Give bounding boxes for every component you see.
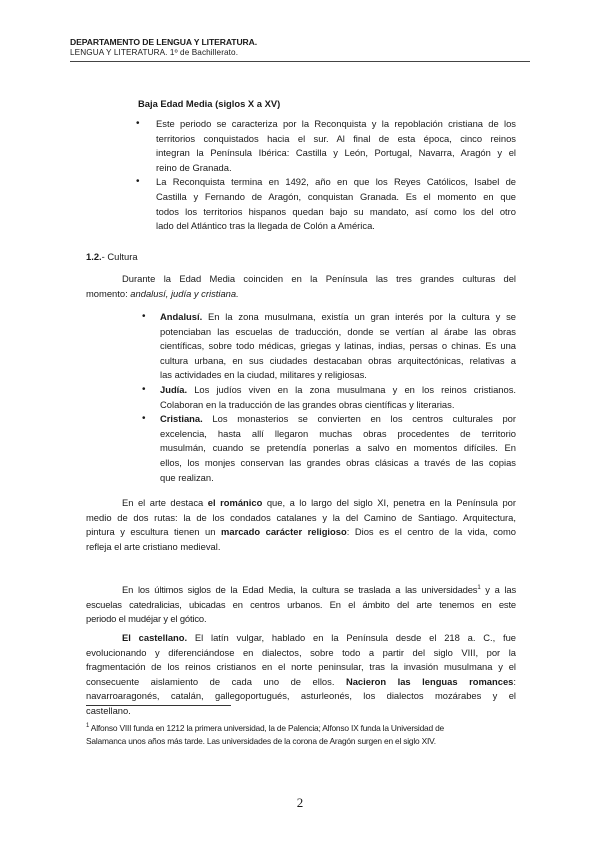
text-span: pintura y escultura tienen un (86, 526, 222, 538)
paragraph-cultura-intro (86, 272, 516, 301)
bullet-dot: • (142, 384, 146, 395)
bullet-dot: • (136, 176, 140, 187)
text-span: En la zona musulmana, existía un gran interés por la cultura y se (202, 311, 516, 322)
text-line: medio de dos rutas: la de los condados catalanes y la del Camino de Santiago. Arquitectura, (86, 511, 516, 523)
text-span: Los judíos viven en la zona musulmana y en los reinos cristianos. (187, 383, 516, 395)
term-castellano: El castellano. (122, 632, 188, 643)
text-line: Castilla y Fernando de Aragón, conquistan Granada. Es el momento en que (156, 190, 516, 202)
text-line: escuelas catedralicias, ubicadas en centros urbanos. En el ámbito del arte tenemos en este (86, 598, 516, 610)
text-span: : Dios es el centro de la vida, como (346, 526, 517, 538)
text-span: : (513, 675, 516, 687)
text-line: territorios conquistados hacia el sur. Al final de esta época, cinco reinos (156, 132, 516, 144)
bullet-dot: • (142, 311, 146, 322)
paragraph-romanico (86, 496, 516, 554)
text-line: Colaboran en la traducción de las grandes obras científicas y literarias. (160, 398, 455, 410)
bold-span: Nacieron las lenguas romances (345, 675, 514, 687)
text-line (86, 722, 496, 735)
footnote-rule (86, 705, 231, 706)
text-span: En los últimos siglos de la Edad Media, la cultura se traslada a las universidades (122, 584, 478, 595)
term-andalusi: Andalusí. (160, 311, 203, 322)
header-department: DEPARTAMENTO DE LENGUA Y LITERATURA. (70, 37, 258, 47)
text-span: y a las (480, 584, 517, 595)
text-line: reino de Granada. (156, 161, 232, 173)
text-line: científicas, sobre todo médicas, griegas y latinas, indias, persas o chinas. Es una (160, 340, 516, 352)
text-line: navarroaragonés, catalán, gallegoportugués, asturleonés, los dialectos mozárabes y el (86, 690, 516, 702)
text-line (86, 525, 516, 540)
footnote-mark: 1 (86, 723, 90, 730)
text-line: las actividades en la ciudad, militares y religiosas. (160, 369, 367, 381)
text-line: todos los territorios hispanos quedan bajo su mandato, así como los del otro (156, 205, 516, 217)
header-rule (70, 61, 530, 62)
bold-span: el románico (207, 497, 263, 508)
text-line: ellos, los monjes conservan las grandes obras clásicas a través de las copias (160, 456, 516, 468)
text-line: evolucionando y diferenciándose en dialectos, sobre todo a partir del siglo VIII, por la (86, 646, 516, 658)
text-line: lado del Atlántico tras la llegada de Colón a América. (156, 220, 375, 232)
text-line: Salamanca unos años más tarde. Las universidades de la corona de Aragón surgen en el siglo XIV. (86, 735, 436, 746)
text-line: cultura urbana, en sus ciudades destacaban obras arquitectónicas, relativas a (160, 354, 516, 366)
text-line: refleja el arte cristiano medieval. (86, 540, 221, 552)
text-line: que realizan. (160, 471, 214, 483)
text-line (86, 583, 516, 598)
italic-span: andalusí, judía y cristiana. (130, 287, 239, 299)
text-span: En el arte destaca (122, 497, 208, 508)
page-number: 2 (296, 795, 304, 810)
paragraph-universidades (86, 583, 516, 627)
footnote (86, 722, 496, 747)
text-line: excelencia, hasta allí llegaron muchas obras procedentes de territorio (160, 427, 516, 439)
text-line (86, 631, 516, 646)
text-span: Los monasterios se convierten en los centros culturales por (202, 413, 516, 425)
header-course: LENGUA Y LITERATURA. 1º de Bachillerato. (70, 48, 239, 57)
term-judia: Judía. (160, 383, 188, 395)
section-heading-cultura (86, 251, 138, 262)
text-span: Alfonso VIII funda en 1212 la primera universidad, la de Palencia; Alfonso IX funda la Universidad de (89, 723, 444, 733)
footnote-ref[interactable]: 1 (477, 584, 481, 591)
text-line: Este periodo se caracteriza por la Reconquista y la repoblación cristiana de los (156, 118, 516, 129)
text-line (86, 675, 516, 690)
text-line (160, 383, 516, 398)
text-line (160, 310, 516, 325)
text-line (86, 496, 516, 511)
text-line (86, 287, 516, 302)
text-span: consecuente aislamiento de cada uno de ellos. (86, 675, 346, 687)
bullet-dot: • (136, 118, 140, 129)
heading-number: 1.2. (86, 251, 102, 262)
text-span: El latín vulgar, hablado en la Península desde el 218 a. C., fue (187, 632, 517, 643)
text-line: musulmán, cuando se pretendía ponerlas a salvo en momentos difíciles. En (160, 442, 516, 454)
text-span: que, a lo largo del siglo XI, penetra en la Península por (262, 497, 516, 508)
bold-span: marcado carácter religioso (221, 526, 347, 538)
text-line: periodo el mudéjar y el gótico. (86, 613, 207, 625)
text-line: potenciaban las escuelas de traducción, donde se vertían al árabe las obras (160, 325, 516, 337)
section-title-baja-edad-media: Baja Edad Media (siglos X a XV) (138, 98, 281, 109)
bullet-dot: • (142, 413, 146, 424)
bullet-list-culturas (142, 310, 516, 485)
text-line (160, 412, 516, 427)
term-cristiana: Cristiana. (160, 413, 203, 425)
text-span: momento: (86, 287, 131, 299)
text-line: La Reconquista termina en 1492, año en que los Reyes Católicos, Isabel de (156, 176, 516, 188)
bullet-list-baja-edad-media (138, 117, 516, 234)
text-line: integran la Península Ibérica: Castilla y León, Portugal, Navarra, Aragón y el (156, 147, 516, 159)
text-line: Durante la Edad Media coinciden en la Península las tres grandes culturas del (122, 273, 516, 284)
heading-text: - Cultura (101, 251, 138, 262)
text-line: fragmentación de los reinos cristianos en el norte peninsular, tras la invasión musulmana y el (86, 661, 516, 673)
text-line: castellano. (86, 704, 131, 716)
